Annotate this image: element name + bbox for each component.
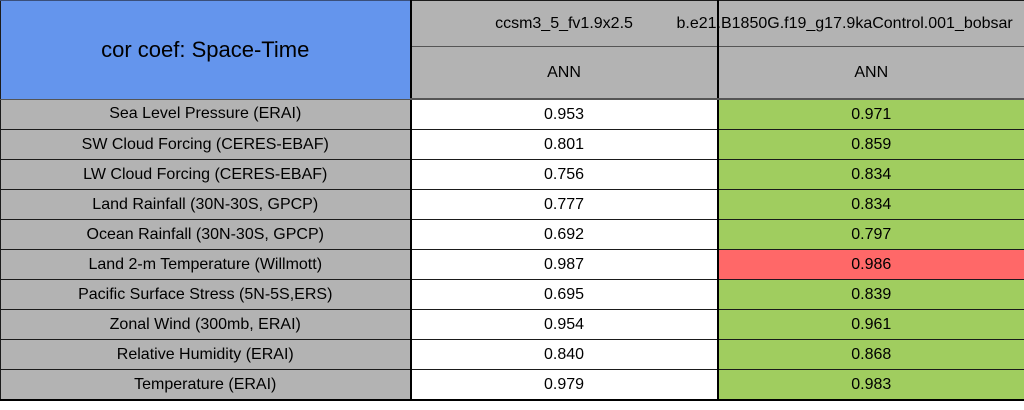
- value-cell-model1: 0.954: [411, 310, 718, 340]
- table-title: cor coef: Space-Time: [1, 1, 411, 100]
- row-label: Zonal Wind (300mb, ERAI): [1, 310, 411, 340]
- row-label: SW Cloud Forcing (CERES-EBAF): [1, 130, 411, 160]
- value-cell-model2: 0.839: [718, 280, 1024, 310]
- table-row: [1, 130, 1024, 160]
- value-cell-model2: 0.859: [718, 130, 1024, 160]
- value-cell-model2: 0.834: [718, 190, 1024, 220]
- row-label: Pacific Surface Stress (5N-5S,ERS): [1, 280, 411, 310]
- col-header-model1: ccsm3_5_fv1.9x2.5: [411, 1, 718, 47]
- value-cell-model1: 0.695: [411, 280, 718, 310]
- table-row: [1, 280, 1024, 310]
- value-cell-model1: 0.979: [411, 370, 718, 401]
- col-header-model2: [676, 1, 1024, 47]
- col-subheader-season-2: ANN: [718, 47, 1024, 100]
- col-header-model2-label: b.e21.B1850G.f19_g17.9kaControl.001_bobsar: [676, 14, 1013, 32]
- value-cell-model1: 0.692: [411, 220, 718, 250]
- value-cell-model1: 0.777: [411, 190, 718, 220]
- row-label: Temperature (ERAI): [1, 370, 411, 401]
- value-cell-model2: 0.868: [718, 340, 1024, 370]
- table-row: [1, 99, 1024, 130]
- row-label: Relative Humidity (ERAI): [1, 340, 411, 370]
- value-cell-model1: 0.756: [411, 160, 718, 190]
- value-cell-model1: 0.840: [411, 340, 718, 370]
- value-cell-model2: 0.986: [718, 250, 1024, 280]
- row-label: Ocean Rainfall (30N-30S, GPCP): [1, 220, 411, 250]
- value-cell-model1: 0.953: [411, 99, 718, 130]
- value-cell-model2: 0.834: [718, 160, 1024, 190]
- value-cell-model1: 0.987: [411, 250, 718, 280]
- table-row: [1, 340, 1024, 370]
- row-label: LW Cloud Forcing (CERES-EBAF): [1, 160, 411, 190]
- row-label: Sea Level Pressure (ERAI): [1, 99, 411, 130]
- table-row: [1, 160, 1024, 190]
- table-row: [1, 220, 1024, 250]
- header-row-models: [1, 1, 1024, 47]
- table-row: [1, 250, 1024, 280]
- value-cell-model2: 0.961: [718, 310, 1024, 340]
- table-row: [1, 310, 1024, 340]
- col-subheader-season-1: ANN: [411, 47, 718, 100]
- value-cell-model2: 0.983: [718, 370, 1024, 401]
- table-row: [1, 370, 1024, 401]
- value-cell-model2: 0.971: [718, 99, 1024, 130]
- value-cell-model2: 0.797: [718, 220, 1024, 250]
- value-cell-model1: 0.801: [411, 130, 718, 160]
- row-label: Land 2-m Temperature (Willmott): [1, 250, 411, 280]
- row-label: Land Rainfall (30N-30S, GPCP): [1, 190, 411, 220]
- table-row: [1, 190, 1024, 220]
